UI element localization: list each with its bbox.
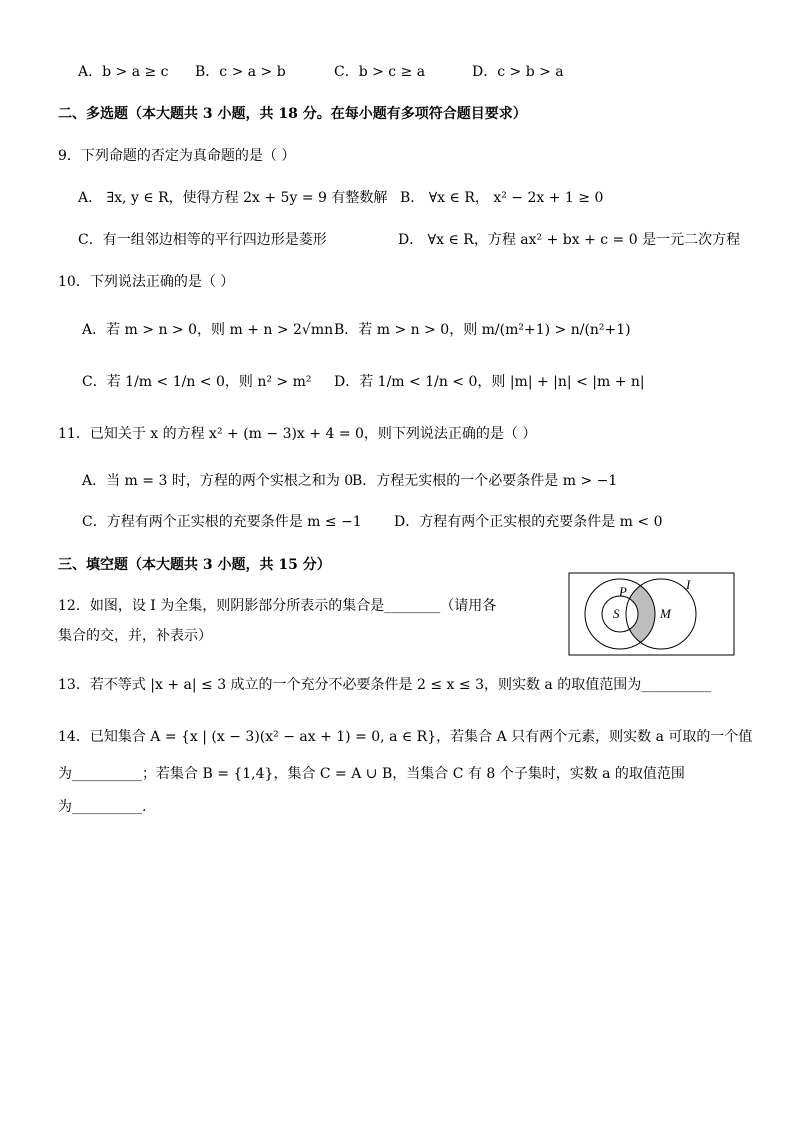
section3-heading: 三、填空题（本大题共 3 小题，共 15 分） [58, 557, 331, 573]
q8-option-a: A．b > a ≥ c [78, 64, 169, 80]
q9-option-d: D． ∀x ∈ R，方程 ax² + bx + c = 0 是一元二次方程 [398, 232, 741, 248]
label-s: S [613, 606, 620, 621]
q14-line2: 为__________；若集合 B = {1,4}，集合 C = A ∪ B，当集合 C 有 8 个子集时，实数 a 的取值范围 [58, 766, 685, 782]
q11-option-d: D．方程有两个正实根的充要条件是 m < 0 [394, 514, 663, 530]
q11-stem: 11．已知关于 x 的方程 x² + (m − 3)x + 4 = 0，则下列说法正确的是（ ） [58, 426, 537, 442]
label-p: P [619, 584, 627, 599]
q14-line1: 14．已知集合 A = {x | (x − 3)(x² − ax + 1) = 0, a ∈ R}，若集合 A 只有两个元素，则实数 a 可取的一个值 [58, 729, 753, 745]
q11-option-b: B．方程无实根的一个必要条件是 m > −1 [352, 473, 618, 489]
venn-diagram [568, 572, 738, 657]
q8-option-b: B．c > a > b [195, 64, 286, 80]
q12-line2: 集合的交，并，补表示） [58, 628, 212, 644]
section2-heading: 二、多选题（本大题共 3 小题，共 18 分。在每小题有多项符合题目要求） [58, 106, 527, 122]
q9-option-a: A． ∃x, y ∈ R，使得方程 2x + 5y = 9 有整数解 [78, 190, 388, 206]
q10-stem: 10．下列说法正确的是（ ） [58, 274, 235, 290]
label-i: I [686, 577, 691, 592]
q13-text: 13．若不等式 |x + a| ≤ 3 成立的一个充分不必要条件是 2 ≤ x ≤ 3，则实数 a 的取值范围为__________ [58, 677, 712, 693]
q12-line1: 12．如图，设 I 为全集，则阴影部分所表示的集合是________（请用各 [58, 598, 497, 614]
q11-option-c: C．方程有两个正实根的充要条件是 m ≤ −1 [82, 514, 362, 530]
q8-option-d: D．c > b > a [472, 64, 564, 80]
q9-option-b: B． ∀x ∈ R， x² − 2x + 1 ≥ 0 [400, 190, 604, 206]
q10-option-c: C．若 1/m < 1/n < 0，则 n² > m² [82, 374, 312, 390]
q11-option-a: A．当 m = 3 时，方程的两个实根之和为 0 [82, 473, 354, 489]
q9-option-c: C．有一组邻边相等的平行四边形是菱形 [78, 232, 327, 248]
q9-stem: 9．下列命题的否定为真命题的是（ ） [58, 148, 296, 164]
label-m: M [660, 606, 671, 621]
q10-option-a: A．若 m > n > 0，则 m + n > 2√mn [82, 322, 334, 338]
q14-line3: 为__________. [58, 799, 147, 815]
q10-option-b: B．若 m > n > 0，则 m/(m²+1) > n/(n²+1) [334, 322, 631, 338]
q8-option-c: C．b > c ≥ a [334, 64, 426, 80]
q10-option-d: D．若 1/m < 1/n < 0，则 |m| + |n| < |m + n| [334, 374, 645, 390]
